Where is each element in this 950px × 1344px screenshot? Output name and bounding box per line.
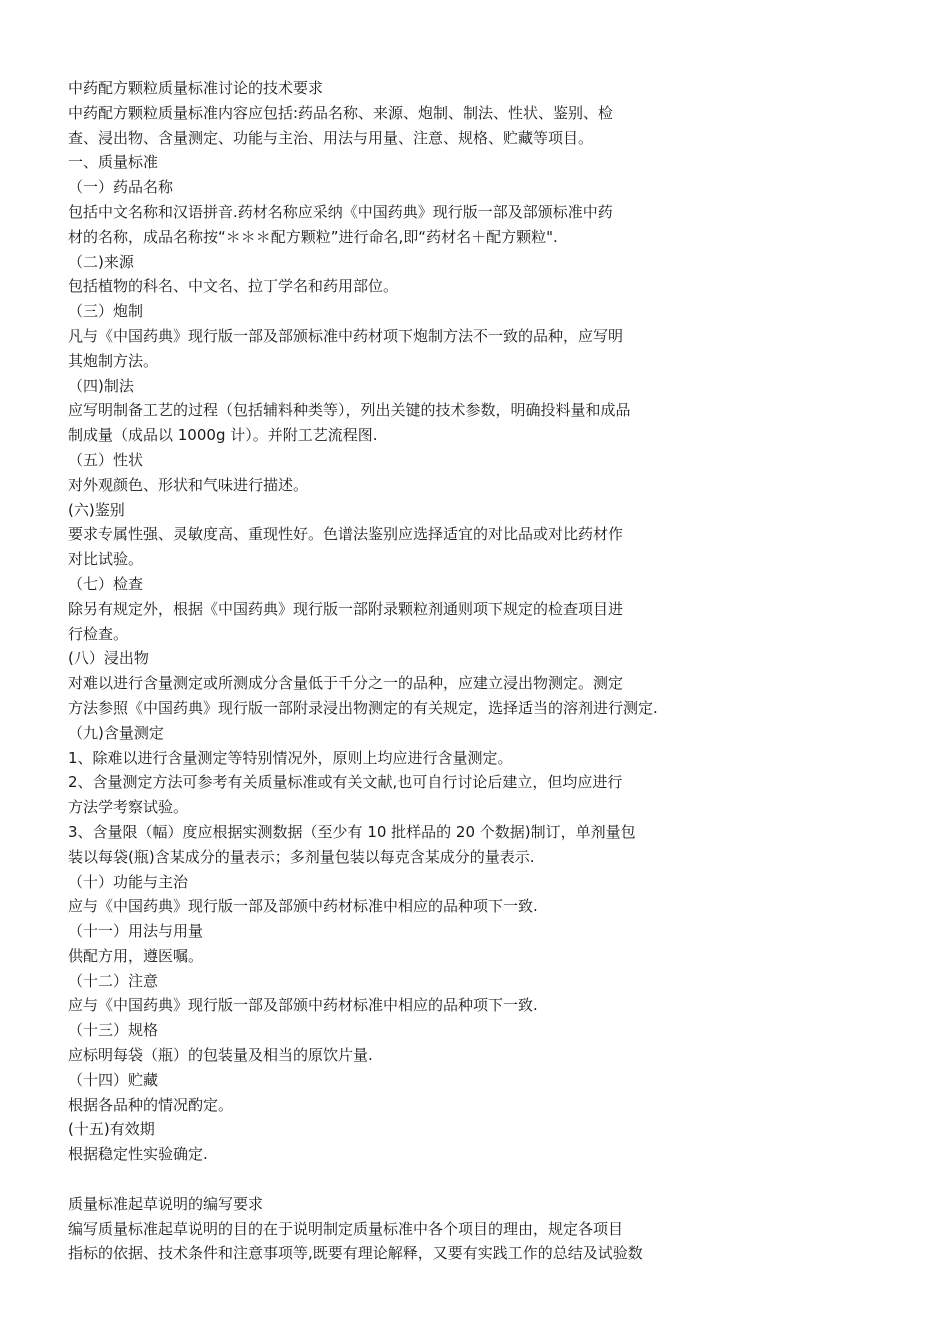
text-line: （三）炮制 bbox=[68, 302, 144, 321]
text-line: 其炮制方法。 bbox=[68, 351, 159, 370]
text-line: 凡与《中国药典》现行版一部及部颁标准中药材项下炮制方法不一致的品种，应写明 bbox=[68, 326, 624, 345]
text-line: 编写质量标准起草说明的目的在于说明制定质量标准中各个项目的理由，规定各项目 bbox=[68, 1219, 624, 1238]
text-line: 包括植物的科名、中文名、拉丁学名和药用部位。 bbox=[68, 277, 399, 296]
text-line: 装以每袋(瓶)含某成分的量表示；多剂量包装以每克含某成分的量表示. bbox=[68, 847, 535, 866]
text-line: 应与《中国药典》现行版一部及部颁中药材标准中相应的品种项下一致. bbox=[68, 996, 538, 1015]
text-line: 一、质量标准 bbox=[68, 153, 159, 172]
blank-line bbox=[68, 1167, 908, 1192]
text-line: 中药配方颗粒质量标准讨论的技术要求 bbox=[68, 79, 324, 97]
text-line: 指标的依据、技术条件和注意事项等,既要有理论解释，又要有实践工作的总结及试验数 bbox=[68, 1244, 643, 1263]
text-line: 应标明每袋（瓶）的包装量及相当的原饮片量. bbox=[68, 1046, 373, 1065]
text-line: （七）检查 bbox=[68, 574, 144, 593]
text-line: （十四）贮藏 bbox=[68, 1070, 159, 1089]
text-line: （一）药品名称 bbox=[68, 178, 174, 197]
text-line: （十一）用法与用量 bbox=[68, 922, 204, 941]
text-line: 对比试验。 bbox=[68, 550, 144, 569]
text-line: 中药配方颗粒质量标准内容应包括:药品名称、来源、炮制、制法、性状、鉴别、检 bbox=[68, 103, 614, 122]
text-line: 2、含量测定方法可参考有关质量标准或有关文献,也可自行讨论后建立，但均应进行 bbox=[68, 773, 623, 792]
text-line: 应写明制备工艺的过程（包括辅料种类等），列出关键的技术参数，明确投料量和成品 bbox=[68, 401, 631, 420]
text-line: 对外观颜色、形状和气味进行描述。 bbox=[68, 475, 309, 494]
text-line: （九)含量测定 bbox=[68, 723, 164, 742]
document-body bbox=[68, 76, 908, 1266]
text-line: （十三）规格 bbox=[68, 1021, 159, 1040]
text-line: 查、浸出物、含量测定、功能与主治、用法与用量、注意、规格、贮藏等项目。 bbox=[68, 128, 594, 147]
text-line: 除另有规定外，根据《中国药典》现行版一部附录颗粒剂通则项下规定的检查项目进 bbox=[68, 599, 624, 618]
text-line: 对难以进行含量测定或所测成分含量低于千分之一的品种，应建立浸出物测定。测定 bbox=[68, 674, 624, 693]
text-line: 根据各品种的情况酌定。 bbox=[68, 1095, 234, 1114]
text-line: （十二）注意 bbox=[68, 971, 159, 990]
text-line: 3、含量限（幅）度应根据实测数据（至少有 10 批样品的 20 个数据)制订，单剂量包 bbox=[68, 822, 636, 841]
text-line: （五）性状 bbox=[68, 450, 144, 469]
text-line: （四)制法 bbox=[68, 376, 134, 395]
text-line: 包括中文名称和汉语拼音.药材名称应采纳《中国药典》现行版一部及部颁标准中药 bbox=[68, 202, 613, 221]
text-line: （十）功能与主治 bbox=[68, 872, 189, 891]
text-line: 方法学考察试验。 bbox=[68, 798, 189, 817]
text-line: 供配方用，遵医嘱。 bbox=[68, 946, 204, 965]
text-line: 质量标准起草说明的编写要求 bbox=[68, 1194, 264, 1213]
text-line: (六)鉴别 bbox=[68, 500, 125, 519]
text-line: 方法参照《中国药典》现行版一部附录浸出物测定的有关规定，选择适当的溶剂进行测定. bbox=[68, 698, 658, 717]
text-line: 根据稳定性实验确定. bbox=[68, 1145, 208, 1164]
text-line: 应与《中国药典》现行版一部及部颁中药材标准中相应的品种项下一致. bbox=[68, 897, 538, 916]
text-line: (八）浸出物 bbox=[68, 649, 149, 668]
text-line: (十五)有效期 bbox=[68, 1120, 155, 1139]
text-line: 1、除难以进行含量测定等特别情况外，原则上均应进行含量测定。 bbox=[68, 748, 513, 767]
text-line: 要求专属性强、灵敏度高、重现性好。色谱法鉴别应选择适宜的对比品或对比药材作 bbox=[68, 525, 624, 544]
text-line: 制成量（成品以 1000g 计）。并附工艺流程图. bbox=[68, 426, 378, 445]
text-line: 行检查。 bbox=[68, 624, 129, 643]
text-line: 材的名称，成品名称按“＊＊＊配方颗粒”进行命名,即“药材名＋配方颗粒". bbox=[68, 227, 558, 246]
text-line: （二)来源 bbox=[68, 252, 134, 271]
